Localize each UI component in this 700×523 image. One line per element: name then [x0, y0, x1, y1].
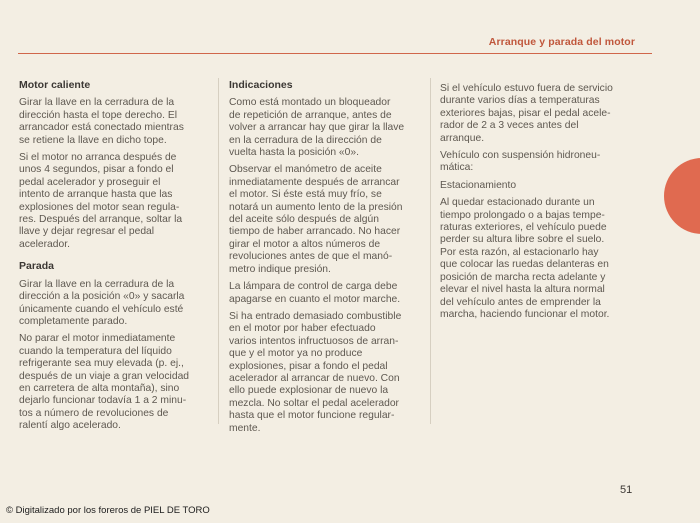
paragraph: Si ha entrado demasiado combustible en el motor por haber efectuado varios intentos infructuosos de arran- que y el motor ya no produce explosiones, pisar a fondo el pedal acelerador al arrancar de nuevo. Con ello puede explosionar de nuevo la mezcla. No soltar el pedal acelerador hasta que el motor funcione regular- mente. — [229, 310, 402, 434]
paragraph: Si el vehículo estuvo fuera de servicio durante varios días a temperaturas exteriores bajas, pisar el pedal acele- rador de 2 a 3 veces antes del arranque. — [440, 83, 613, 144]
paragraph: Girar la llave en la cerradura de la dirección a la posición «0» y sacarla únicamente cuando el vehículo esté completamente parado. — [19, 278, 185, 327]
paragraph: Como está montado un bloqueador de repetición de arranque, antes de volver a arrancar hay que girar la llave en la cerradura de la dirección de vuelta hasta la posición «0». — [229, 97, 405, 159]
paragraph: Si el motor no arranca después de unos 4 segundos, pisar a fondo el pedal acelerador y proseguir el intento de arranque hasta que las explosiones del motor sean regula- res. Después del arranque, soltar la llave y dejar regresar el pedal acelerador. — [19, 152, 183, 250]
paragraph: Girar la llave en la cerradura de la dirección hasta el tope derecho. El arrancador está conectado mientras se retiene la llave en dicho tope. — [19, 97, 184, 146]
heading-indicaciones: Indicaciones — [229, 79, 293, 91]
header-rule — [18, 53, 652, 54]
page-number: 51 — [620, 484, 633, 496]
digitization-credit: © Digitalizado por los foreros de PIEL DE TORO — [6, 505, 210, 516]
column-middle — [229, 79, 425, 440]
paragraph: No parar el motor inmediatamente cuando la temperatura del líquido refrigerante sea muy elevada (p. ej., después de un viaje a gran velocidad en carretera de alta montaña), sino dejarlo funcionar todavía 1 a 2 minu- tos a número de revoluciones de ralentí algo acelerado. — [19, 333, 190, 432]
column-right — [440, 83, 640, 326]
column-divider — [218, 78, 219, 424]
subheading-hydropneumatic: Vehículo con suspensión hidroneu- mática: — [440, 150, 601, 174]
section-title: Arranque y parada del motor — [488, 36, 635, 48]
subheading-estacionamiento: Estacionamiento — [440, 179, 517, 191]
chapter-tab-marker — [664, 158, 700, 234]
column-divider — [430, 78, 431, 424]
paragraph: Al quedar estacionado durante un tiempo prolongado o a bajas tempe- raturas exteriores, el vehículo puede perder su altura libre sobre el suelo. Por esta razón, al estacionarlo hay que colocar las ruedas delanteras en posición de marcha recta adelante y elevar el nivel hasta la altura normal del vehículo antes de emprender la marcha, haciendo funcionar el motor. — [440, 197, 610, 320]
paragraph: Observar el manómetro de aceite inmediatamente después de arrancar el motor. Si éste está muy frío, se notará un aumento lento de la presión del aceite sólo después de algún tiempo de haber arrancado. No hacer girar el motor a altos números de revoluciones antes de que el manó- metro indique presión. — [229, 164, 403, 275]
paragraph: La lámpara de control de carga debe apagarse en cuanto el motor marche. — [229, 281, 401, 305]
heading-motor-caliente: Motor caliente — [19, 79, 91, 91]
column-left — [19, 79, 215, 438]
heading-parada: Parada — [19, 260, 55, 273]
